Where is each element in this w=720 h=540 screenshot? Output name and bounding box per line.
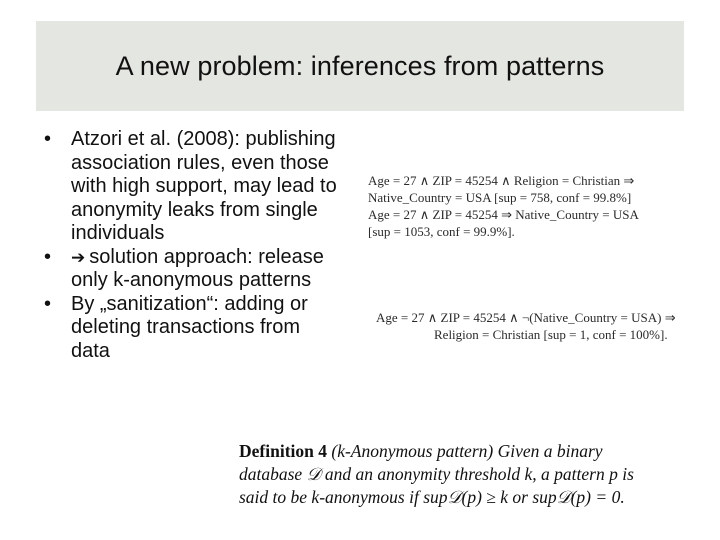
slide-title: A new problem: inferences from patterns (115, 50, 605, 81)
formula-line: [sup = 1053, conf = 99.9%]. (368, 224, 515, 239)
bullet-text: By „sanitization“: adding or deleting transactions from data (71, 292, 308, 362)
formula-line: Age = 27 ∧ ZIP = 45254 ⇒ Native_Country = USA (368, 207, 639, 222)
bullet-item-1 (44, 128, 344, 246)
bullet-marker: • (44, 128, 52, 150)
bullet-text: Atzori et al. (2008): publishing association rules, even those with high support, may lead to anonymity leaks from single individuals (71, 128, 337, 244)
arrow-right-icon: ➔ (71, 247, 86, 267)
formula-line: Age = 27 ∧ ZIP = 45254 ∧ Religion = Christian ⇒ (368, 173, 635, 188)
bullet-item-2 (44, 246, 344, 293)
definition-text: said to be k-anonymous if sup𝒟(p) ≥ k or sup𝒟(p) = 0. (239, 487, 625, 507)
definition-label: Definition 4 (239, 441, 327, 461)
association-rules-formula (368, 172, 639, 240)
formula-line: Age = 27 ∧ ZIP = 45254 ∧ ¬(Native_Country = USA) ⇒ (376, 310, 676, 325)
bullet-item-3 (44, 293, 344, 364)
definition-text: Given a binary (497, 441, 603, 461)
bullet-text: solution approach: release only k-anonymous patterns (71, 245, 324, 291)
inferred-rule-formula (376, 309, 676, 343)
bullet-marker: • (44, 245, 52, 268)
definition-name: (k-Anonymous pattern) (331, 441, 494, 461)
definition-block (239, 440, 689, 509)
formula-line: Religion = Christian [sup = 1, conf = 100%]. (434, 327, 668, 342)
bullet-list (44, 128, 344, 363)
formula-line: Native_Country = USA [sup = 758, conf = 99.8%] (368, 190, 632, 205)
bullet-marker: • (44, 292, 52, 315)
title-band (36, 21, 684, 111)
definition-text: database 𝒟 and an anonymity threshold k, a pattern p is (239, 464, 634, 484)
